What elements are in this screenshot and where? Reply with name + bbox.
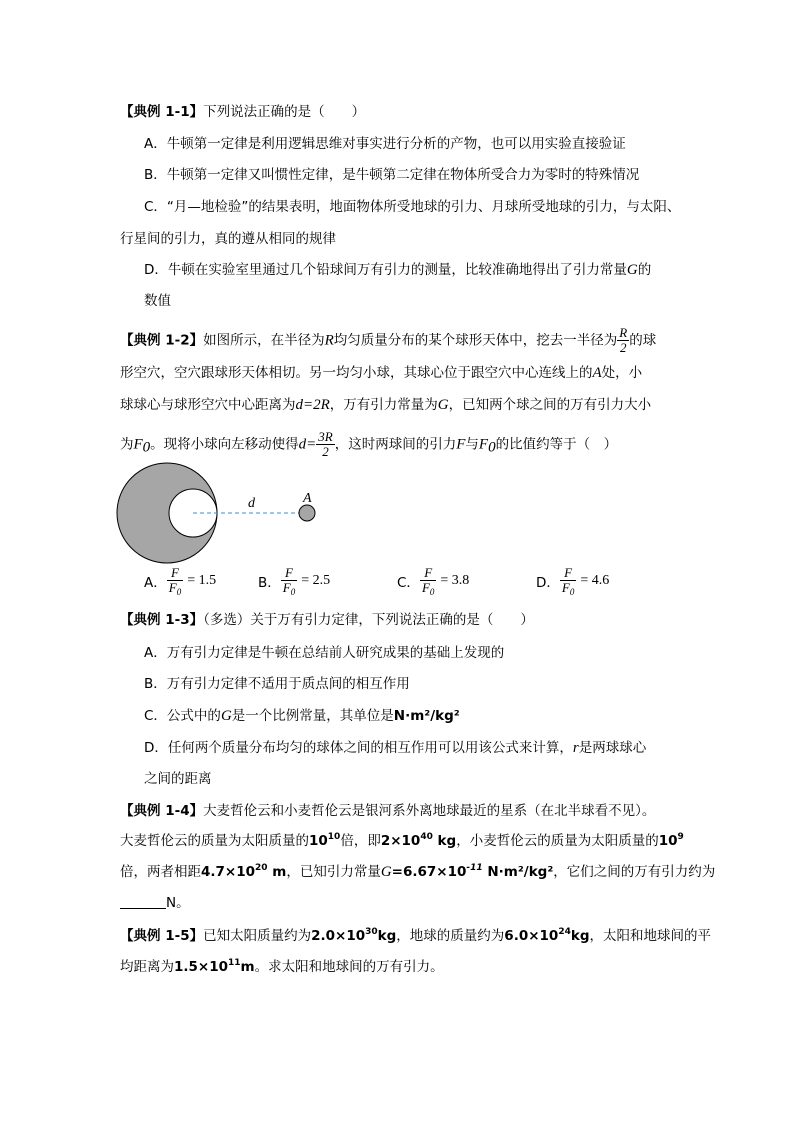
- q2-text-4e: 的比值约等于（ ）: [495, 436, 618, 453]
- q3-option-d-r: r: [572, 740, 579, 756]
- q4-g-exp: -11: [466, 863, 483, 873]
- q5-earth-mass-unit: kg: [570, 928, 590, 944]
- q1-option-c-line2: 行星间的引力，真的遵从相同的规律: [120, 231, 336, 247]
- q2-option-a-eq: = 1.5: [187, 572, 217, 588]
- q2-option-d-den-f: F: [561, 580, 570, 595]
- q4-line4: [120, 893, 190, 913]
- q3-option-c-b: 是一个比例常量，其单位是: [231, 708, 394, 724]
- q1-option-d-text: D．牛顿在实验室里通过几个铅球间万有引力的测量，比较准确地得出了引力常量: [144, 262, 627, 278]
- q2-option-c-den: [420, 581, 436, 595]
- q2-frac2-num: 3R: [318, 429, 333, 444]
- label-d: d: [248, 496, 255, 511]
- q1-stem: [120, 102, 365, 122]
- q2-option-c-den-sub: 0: [429, 587, 435, 597]
- q2-option-d-frac: [560, 566, 576, 595]
- q2-option-d: [536, 566, 609, 595]
- q4-text-3c: ，它们之间的万有引力约为: [553, 864, 716, 880]
- q2-line1: [120, 326, 656, 355]
- q2-frac2-den: 2: [322, 444, 329, 459]
- q1-option-d-line1: [144, 260, 651, 280]
- q5-text-1b: ，地球的质量约为: [396, 928, 505, 944]
- q5-distance: 1.5×10: [174, 959, 229, 975]
- q2-text-2b: 处，小: [601, 365, 643, 381]
- q2-option-c-num: F: [420, 566, 436, 581]
- q3-option-b: B．万有引力定律不适用于质点间的相互作用: [144, 676, 410, 692]
- q2-option-d-den: [560, 581, 576, 595]
- q5-distance-exp: 11: [228, 958, 241, 968]
- q2-option-b-den: [281, 581, 297, 595]
- q4-p1-exp: 10: [327, 832, 341, 842]
- q4-text-4: N。: [166, 895, 190, 911]
- q5-line2: [120, 957, 444, 977]
- q2-option-a-frac: [167, 566, 183, 595]
- q2-f0b-sub: 0: [488, 439, 496, 456]
- q2-text-4b: 。现将小球向左移动使得: [150, 436, 299, 453]
- q4-p3: 10: [658, 833, 678, 849]
- q4-text-3a: 倍，两者相距: [120, 864, 201, 880]
- q4-p2-unit: kg: [432, 833, 457, 849]
- q2-r: R: [324, 332, 334, 349]
- q4-dist-unit: m: [267, 864, 287, 880]
- q2-text-4c: ，这时两球间的引力: [334, 436, 457, 453]
- q3-option-c: [144, 706, 460, 726]
- q5-sun-mass: 2.0×10: [311, 928, 366, 944]
- q2-option-c-label: C．: [397, 574, 420, 591]
- q2-line2: [120, 363, 642, 383]
- q3-option-d-a: D．任何两个质量分布均匀的球体之间的相互作用可以用该公式来计算，: [144, 740, 573, 756]
- q3-option-d-line1: [144, 738, 646, 758]
- q2-d-eq: d=2R: [295, 397, 330, 413]
- q5-sun-mass-exp: 30: [365, 927, 378, 937]
- q2-option-a-den-f: F: [168, 580, 177, 595]
- q2-option-d-den-sub: 0: [569, 587, 575, 597]
- q2-option-d-label: D．: [536, 574, 560, 591]
- q1-option-c-line1: C．“月—地检验”的结果表明，地面物体所受地球的引力、月球所受地球的引力，与太阳、: [144, 199, 681, 215]
- q3-option-d-line2: 之间的距离: [144, 771, 212, 787]
- q2-text-1a: 如图所示，在半径为: [203, 332, 325, 349]
- q5-text-2a: 均距离为: [120, 959, 174, 975]
- q4-text-1: 大麦哲伦云和小麦哲伦云是银河系外离地球最近的星系（在北半球看不见）。: [203, 803, 656, 819]
- q2-text-4d: 与: [465, 436, 479, 453]
- q2-option-b-eq: = 2.5: [301, 572, 331, 588]
- q4-tag: 【典例 1-4】: [120, 803, 204, 819]
- q4-line3: [120, 862, 715, 882]
- label-a: A: [303, 491, 312, 506]
- q2-fraction-3r-half: [316, 430, 334, 459]
- q2-f: F: [456, 436, 466, 453]
- q4-g-value: =6.67×10: [391, 864, 467, 880]
- q2-text-3b: ，万有引力常量为: [329, 397, 438, 413]
- q5-distance-unit: m: [240, 959, 255, 975]
- q4-g: G: [380, 864, 392, 880]
- q2-option-c-den-f: F: [421, 580, 430, 595]
- q2-option-b-frac: [281, 566, 297, 595]
- q4-dist: 4.7×10: [201, 864, 256, 880]
- q4-p2: 2×10: [380, 833, 421, 849]
- q4-line1: [120, 801, 655, 821]
- q2-tag: 【典例 1-2】: [120, 332, 204, 349]
- q2-option-a-den: [167, 581, 183, 595]
- q1-tag: 【典例 1-1】: [120, 104, 204, 120]
- q2-option-c-eq: = 3.8: [440, 572, 470, 588]
- q2-point-a: A: [592, 365, 602, 381]
- q5-text-1a: 已知太阳质量约为: [203, 928, 312, 944]
- q4-text-3b: ，已知引力常量: [286, 864, 381, 880]
- q2-fraction-r-half: [617, 326, 629, 355]
- q1-option-b: B．牛顿第一定律又叫惯性定律，是牛顿第二定律在物体所受合力为零时的特殊情况: [144, 167, 640, 183]
- q4-p3-exp: 9: [677, 832, 684, 842]
- q2-text-4a: 为: [120, 436, 134, 453]
- q4-p2-exp: 40: [420, 832, 433, 842]
- q4-dist-exp: 20: [255, 863, 268, 873]
- q5-line1: [120, 926, 711, 946]
- q5-tag: 【典例 1-5】: [120, 928, 204, 944]
- q2-text-1c: 的球: [629, 332, 657, 349]
- q2-option-b: [258, 566, 330, 595]
- q2-g: G: [437, 397, 449, 413]
- q5-earth-mass-exp: 24: [558, 927, 571, 937]
- q4-p1: 10: [309, 833, 328, 849]
- q3-option-c-a: C．公式中的: [144, 708, 221, 724]
- q2-option-b-num: F: [281, 566, 297, 581]
- q2-text-3a: 球球心与球形空穴中心距离为: [120, 397, 296, 413]
- q4-text-2b: 倍，即: [340, 833, 381, 849]
- q4-text-2a: 大麦哲伦云的质量为太阳质量的: [120, 833, 309, 849]
- q2-option-a-label: A．: [144, 574, 167, 591]
- q4-text-2c: ，小麦哲伦云的质量为太阳质量的: [456, 833, 659, 849]
- q5-text-2b: 。求太阳和地球间的万有引力。: [254, 959, 444, 975]
- q3-tag: 【典例 1-3】: [120, 612, 204, 628]
- q2-f0-sub: 0: [142, 439, 151, 456]
- q2-option-c-frac: [420, 566, 436, 595]
- q2-option-c: [397, 566, 469, 595]
- q2-option-d-num: F: [560, 566, 576, 581]
- q1-option-a: A．牛顿第一定律是利用逻辑思维对事实进行分析的产物，也可以用实验直接验证: [144, 136, 626, 152]
- q4-g-unit: N·m²/kg²: [482, 864, 554, 880]
- q3-stem-text: （多选）关于万有引力定律，下列说法正确的是（ ）: [203, 612, 534, 628]
- q4-line2: [120, 831, 684, 851]
- q2-frac-den: 2: [619, 340, 627, 355]
- q2-option-b-den-f: F: [282, 580, 291, 595]
- q5-sun-mass-unit: kg: [377, 928, 397, 944]
- q2-option-a-num: F: [167, 566, 183, 581]
- small-ball: [299, 505, 315, 521]
- q2-option-a: [144, 566, 216, 595]
- q1-option-d-g: G: [626, 262, 638, 278]
- q2-text-1b: 均匀质量分布的某个球形天体中，挖去一半径为: [333, 332, 618, 349]
- q1-option-d-line2: 数值: [144, 293, 171, 309]
- q2-text-2a: 形空穴，空穴跟球形天体相切。另一均匀小球，其球心位于跟空穴中心连线上的: [120, 365, 593, 381]
- q2-line3: [120, 395, 651, 415]
- q2-option-a-den-sub: 0: [176, 587, 182, 597]
- q2-option-d-eq: = 4.6: [580, 572, 610, 588]
- q1-stem-text: 下列说法正确的是（ ）: [203, 104, 366, 120]
- q2-option-b-label: B．: [258, 574, 281, 591]
- q3-option-a: A．万有引力定律是牛顿在总结前人研究成果的基础上发现的: [144, 645, 505, 661]
- q2-figure: [116, 460, 326, 570]
- q2-frac-num: R: [619, 325, 628, 340]
- q4-answer-blank[interactable]: [120, 894, 166, 909]
- q2-f0: F: [133, 436, 143, 453]
- q2-d-new: d=: [298, 436, 317, 453]
- q3-option-c-unit: N·m²/kg²: [393, 708, 460, 724]
- q2-text-3c: ，已知两个球之间的万有引力大小: [448, 397, 652, 413]
- q3-option-c-g: G: [220, 708, 232, 724]
- q1-option-d-tail: 的: [637, 262, 652, 278]
- q2-f0b: F: [478, 436, 489, 453]
- q3-stem: [120, 610, 534, 630]
- q5-text-1c: ，太阳和地球间的平: [589, 928, 711, 944]
- q2-option-b-den-sub: 0: [290, 587, 296, 597]
- q3-option-d-b: 是两球球心: [578, 740, 647, 756]
- q2-line4: [120, 430, 617, 459]
- q5-earth-mass: 6.0×10: [504, 928, 559, 944]
